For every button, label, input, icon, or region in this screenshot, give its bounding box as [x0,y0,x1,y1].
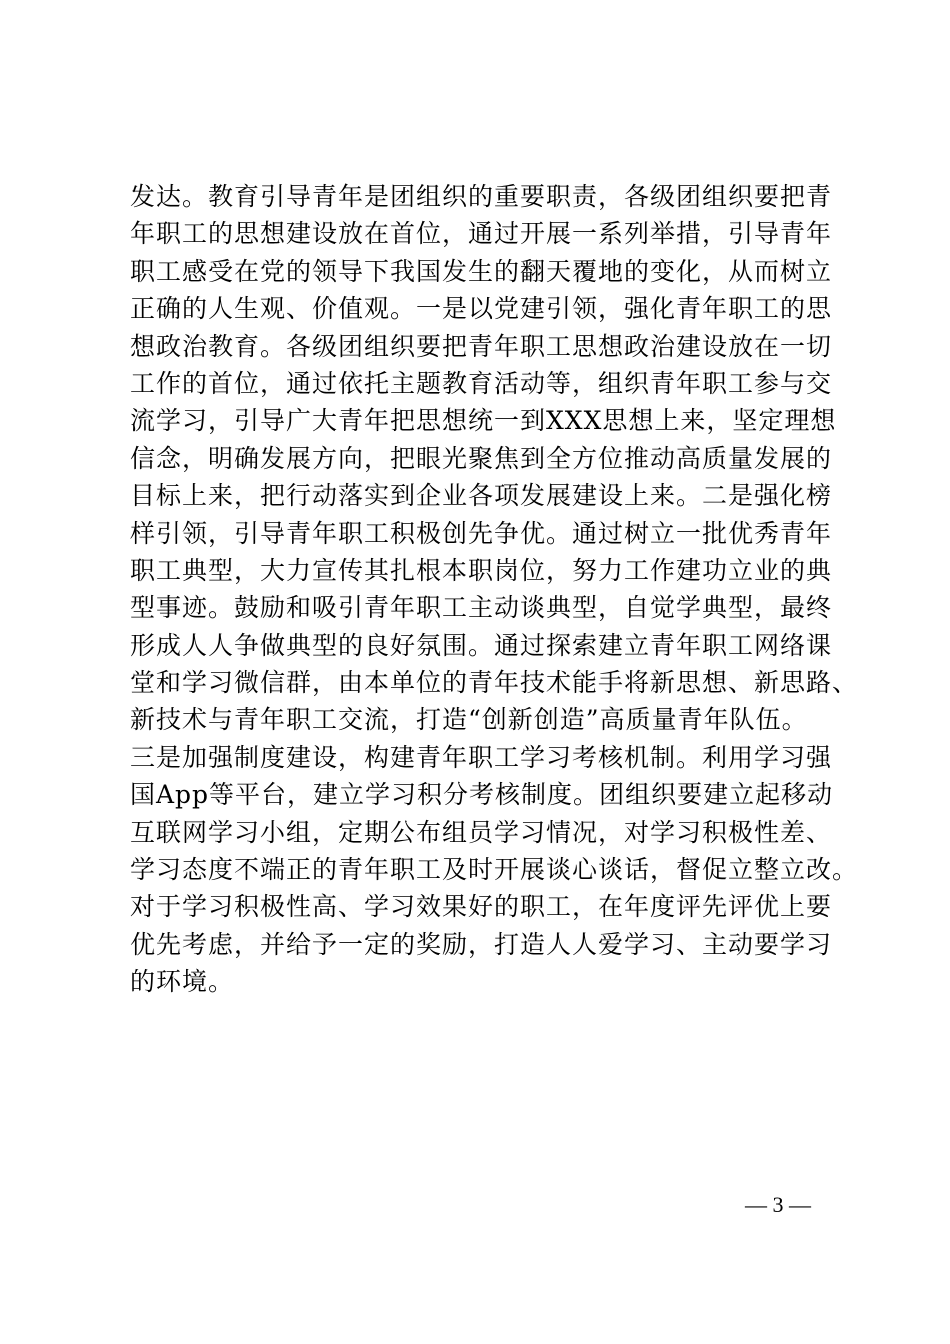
text-line: 互联网学习小组，定期公布组员学习情况，对学习积极性差、 [130,817,833,847]
text-line: 年职工的思想建设放在首位，通过开展一系列举措，引导青年 [130,219,833,249]
text-line: 样引领，引导青年职工积极创先争优。通过树立一批优秀青年 [130,518,833,548]
text-line: 国App等平台，建立学习积分考核制度。团组织要建立起移动 [130,780,834,810]
text-line: 优先考虑，并给予一定的奖励，打造人人爱学习、主动要学习 [130,929,833,959]
text-line: 对于学习积极性高、学习效果好的职工，在年度评先评优上要 [130,892,833,922]
text-line: 学习态度不端正的青年职工及时开展谈心谈话，督促立整立改。 [130,855,859,885]
page-number: — 3 — [745,1192,811,1217]
text-line: 新技术与青年职工交流，打造“创新创造”高质量青年队伍。 [130,705,808,735]
body-paragraph [130,178,859,1001]
text-line: 正确的人生观、价值观。一是以党建引领，强化青年职工的思 [130,294,833,324]
text-line: 职工感受在党的领导下我国发生的翻天覆地的变化，从而树立 [130,256,833,286]
text-line: 信念，明确发展方向，把眼光聚焦到全方位推动高质量发展的 [130,443,833,473]
text-line: 堂和学习微信群，由本单位的青年技术能手将新思想、新思路、 [130,668,859,698]
text-line: 想政治教育。各级团组织要把青年职工思想政治建设放在一切 [130,331,833,361]
text-line: 流学习，引导广大青年把思想统一到XXX思想上来，坚定理想 [130,406,837,436]
text-line: 型事迹。鼓励和吸引青年职工主动谈典型，自觉学典型，最终 [130,593,833,623]
text-line: 三是加强制度建设，构建青年职工学习考核机制。利用学习强 [130,742,833,772]
text-line: 的环境。 [130,967,235,997]
text-line: 工作的首位，通过依托主题教育活动等，组织青年职工参与交 [130,368,833,398]
text-line: 目标上来，把行动落实到企业各项发展建设上来。二是强化榜 [130,481,833,511]
text-line: 发达。教育引导青年是团组织的重要职责，各级团组织要把青 [130,182,833,211]
text-line: 形成人人争做典型的良好氛围。通过探索建立青年职工网络课 [130,630,833,660]
text-line: 职工典型，大力宣传其扎根本职岗位，努力工作建功立业的典 [130,555,833,585]
